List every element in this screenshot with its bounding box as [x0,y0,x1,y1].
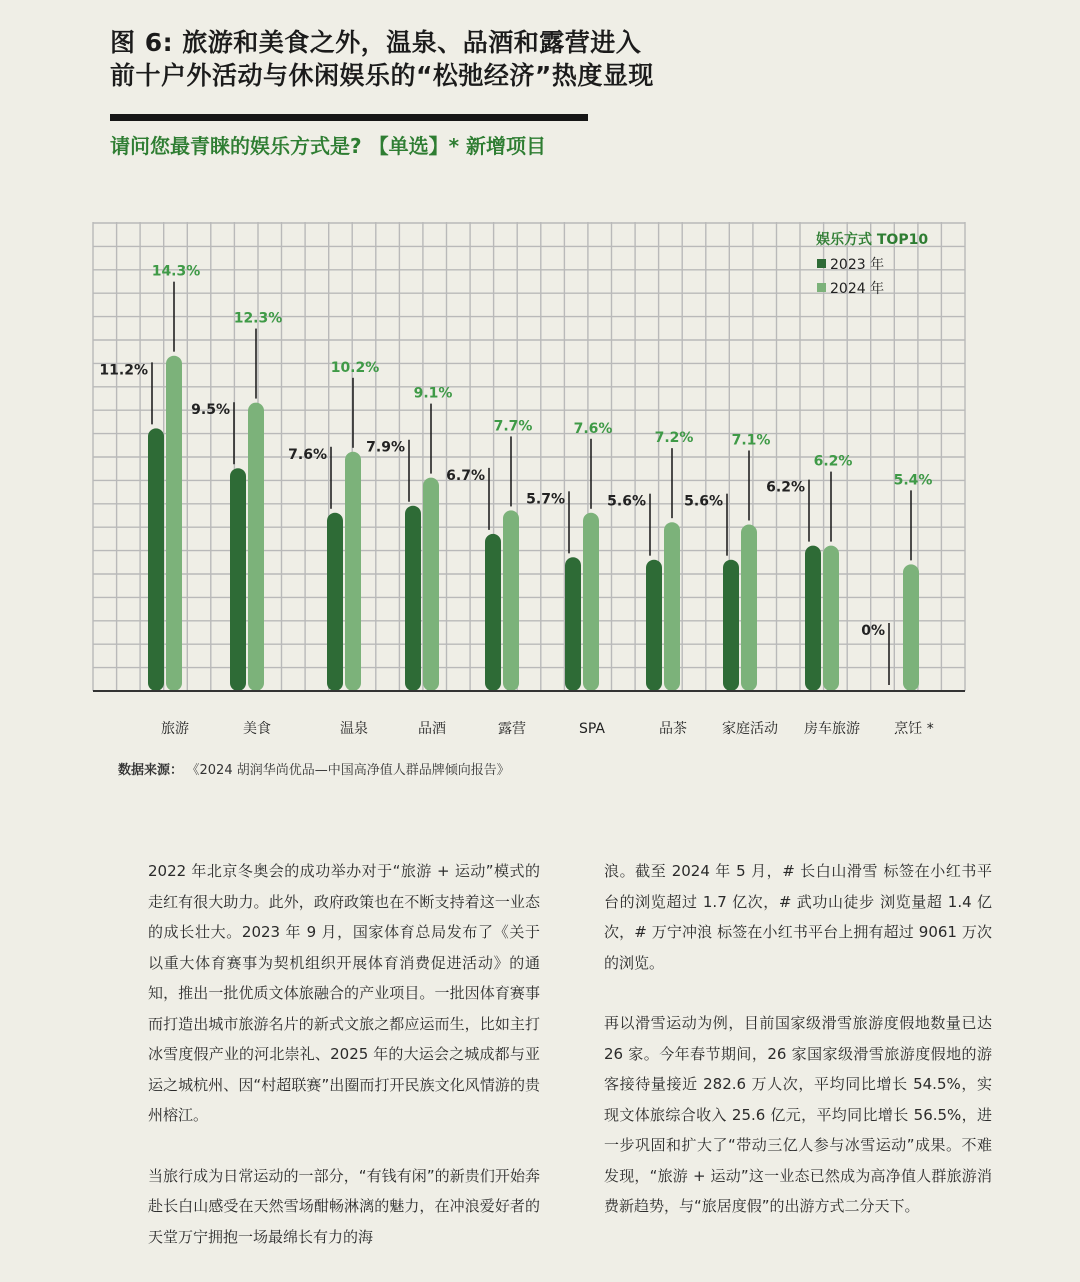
bar-2023 [805,546,821,691]
data-label-2023: 7.9% [366,439,405,456]
x-tick-label: 烹饪 * [894,721,934,737]
data-label-2023: 5.7% [526,491,565,508]
body-column-left [148,856,540,1282]
data-label-2024: 6.2% [813,453,853,470]
x-tick-label: 品酒 [418,721,446,737]
bar-2023 [230,468,246,691]
data-label-2024: 7.1% [731,432,771,449]
bar-2023 [565,557,581,691]
bar-2024 [248,403,264,691]
data-label-2024: 9.1% [413,385,453,402]
chart-bars [148,356,919,691]
data-label-2023: 6.7% [446,467,485,484]
legend-title: 娱乐方式 TOP10 [816,232,929,248]
bar-2024 [503,510,519,691]
x-tick-label: 房车旅游 [804,721,860,737]
chart-legend [816,231,928,297]
bar-2024 [741,525,757,692]
data-label-2023: 6.2% [766,479,805,496]
data-label-2024: 5.4% [893,472,933,489]
figure-title-line-1: 图 6: 旅游和美食之外，温泉、品酒和露营进入 [110,28,642,57]
data-label-2024: 14.3% [151,263,201,280]
bar-2023 [646,560,662,691]
data-source-label: 数据来源： [118,763,184,778]
x-tick-label: 旅游 [161,721,189,737]
x-tick-label: 美食 [243,721,271,737]
legend-swatch-2023 [817,259,826,268]
body-paragraph: 当旅行成为日常运动的一部分，“有钱有闲”的新贵们开始奔赴长白山感受在天然雪场酣畅淋漓的魅力，在冲浪爱好者的天堂万宁拥抱一场最绵长有力的海 [148,1166,540,1246]
survey-question: 请问您最青睐的娱乐方式是? 【单选】* 新增项目 [110,134,546,158]
x-tick-label: 家庭活动 [722,721,778,737]
x-tick-label: 露营 [498,721,526,737]
data-label-2024: 10.2% [330,359,380,376]
bar-2023 [148,428,164,691]
bar-2024 [423,478,439,691]
data-label-2023: 0% [861,623,885,639]
bar-2024 [166,356,182,691]
body-column-right [604,856,992,1252]
body-paragraph: 浪。截至 2024 年 5 月，# 长白山滑雪 标签在小红书平台的浏览超过 1.7 亿次，# 武功山徒步 浏览量超 1.4 亿次，# 万宁冲浪 标签在小红书平台上拥有超过 9061 万次的浏览。 [604,862,992,972]
bar-2024 [823,546,839,691]
data-source-text: 《2024 胡润华尚优品—中国高净值人群品牌倾向报告》 [193,763,510,778]
data-label-2023: 7.6% [288,446,327,463]
bar-2024 [903,564,919,691]
bar-2023 [723,560,739,691]
bar-2024 [345,452,361,691]
data-label-2024: 7.2% [654,430,694,447]
legend-label-2024: 2024 年 [830,281,885,297]
legend-swatch-2024 [817,283,826,292]
figure-title-line-2: 前十户外活动与休闲娱乐的“松弛经济”热度显现 [110,61,654,90]
data-source [118,759,510,778]
data-label-2024: 7.7% [493,418,533,435]
data-label-2023: 5.6% [684,493,723,510]
body-paragraph: 再以滑雪运动为例，目前国家级滑雪旅游度假地数量已达 26 家。今年春节期间，26 家国家级滑雪旅游度假地的游客接待量接近 282.6 万人次，平均同比增长 54.5%，实现文体旅综合收入 25.6 亿元，平均同比增长 56.5%，进一步巩固和扩大了“带动三亿人参与冰雪运动”成果。不难发现，“旅游 + 运动”这一业态已然成为高净值人群旅游消费新趋势，与“旅居度假”的出游方式二分天下。 [604,1014,992,1215]
bar-2023 [405,506,421,691]
chart-x-axis [93,691,965,737]
x-tick-label: 品茶 [659,721,687,737]
bar-2024 [664,522,680,691]
legend-label-2023: 2023 年 [830,257,885,273]
x-tick-label: 温泉 [340,721,368,737]
body-paragraph: 2022 年北京冬奥会的成功举办对于“旅游 + 运动”模式的走红有很大助力。此外，政府政策也在不断支持着这一业态的成长壮大。2023 年 9 月，国家体育总局发布了《关于以重大体育赛事为契机组织开展体育消费促进活动》的通知，推出一批优质文体旅融合的产业项目。一批因体育赛事而打造出城市旅游名片的新式文旅之都应运而生，比如主打冰雪度假产业的河北崇礼、2025 年的大运会之城成都与亚运之城杭州、因“村超联赛”出圈而打开民族文化风情游的贵州榕江。 [148,862,540,1124]
bar-2023 [485,534,501,691]
data-label-2024: 12.3% [233,310,283,327]
bar-2024 [583,513,599,691]
data-label-2023: 5.6% [607,493,646,510]
bar-2023 [327,513,343,691]
data-label-2024: 7.6% [573,420,613,437]
data-label-2023: 9.5% [191,402,230,419]
data-label-2023: 11.2% [99,362,148,379]
x-tick-label: SPA [578,721,606,737]
